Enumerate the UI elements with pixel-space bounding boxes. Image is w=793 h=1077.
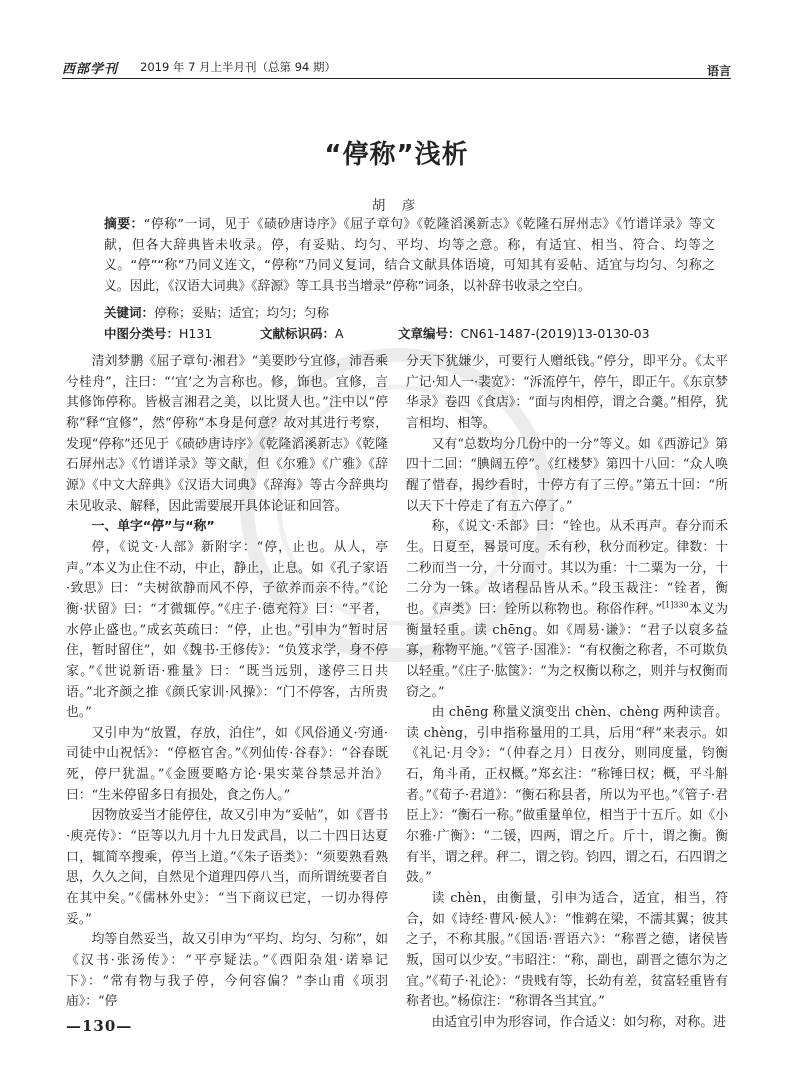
page-number: —130— xyxy=(66,1017,133,1035)
abstract-label: 摘要： xyxy=(104,217,144,232)
abstract xyxy=(104,215,715,297)
body-column-right xyxy=(406,352,728,1034)
body-paragraph: 由 chēng 称量义演变出 chèn、chèng 两种读音。读 chèng，引申指称量用的工具，后用“秤”来表示。如《礼记·月令》：“（仲春之月）日夜分，则同度量，钧衡石，角斗甬，正权概。”郑玄注：“称锤曰权；概，平斗斛者。”《荀子·君道》：“衡石称县者，所以为平也。”《管子·君臣上》：“衡石一称。”做重量单位，相当于十五斤。如《小尔雅·广衡》：“二锾，四两，谓之斤。斤十，谓之衡。衡有半，谓之秤。秤二，谓之钧。钧四，谓之石，石四谓之鼓。” xyxy=(406,705,728,886)
section-heading: 一、单字“停”与“称” xyxy=(91,519,215,535)
body-paragraph: 分天下犹嫌少，可要行人赠纸钱。”停分，即平分。《太平广记·知人一·裴宽》：“泝流停午，停午，即正午。《东京梦华录》卷四《食店》：“面与肉相停，谓之合羹。”相停，犹言相均、相等。 xyxy=(406,354,728,431)
article-title: “停称”浅析 xyxy=(324,140,469,170)
document-code: 文献标识码：A xyxy=(260,326,344,341)
body-paragraph: 又有“总数均分几份中的一分”等义。如《西游记》第四十二回：“腆阔五停”。《红楼梦》第四十八回：“众人唤醒了惜春，揭纱看时，十停方有了三停。”第五十回：“所以天下十停走了有五六停了。” xyxy=(406,436,728,514)
clc-number: 中图分类号：H131 xyxy=(104,326,213,341)
body-paragraph: 停，《说文·人部》新附字：“停，止也。从人，亭声。”本义为止住不动，中止，静止，止息。如《孔子家语·致思》曰：“夫树欲静而风不停，子欲养而亲不待。”《论衡·状留》曰：“才微辄停。”《庄子·德充符》曰：“平者，水停止盛也。”成玄英疏曰：“停，止也。”引申为“暂时居住，暂时留住”，如《魏书·王修传》：“负笈求学，身不停家。”《世说新语·雅量》曰：“既当远别，遂停三日共语。”北齐颜之推《颜氏家训·风操》：“门不停客，古所贵也。” xyxy=(66,539,388,721)
body-paragraph: 因物放妥当才能停住，故又引申为“妥帖”，如《晋书·庾亮传》：“臣等以九月十九日发武昌，以二十四日达夏口，辄简卒搜乘，停当上道。”《朱子语类》：“须要熟看熟思，久久之间，自然见个道理四停八当，而所谓统要者自在其中矣。”《儒林外史》：“当下商议已定，一切办得停妥。” xyxy=(66,808,388,927)
header-rule xyxy=(62,78,731,79)
section-tag: 语言 xyxy=(706,64,731,78)
keywords-text: 停称；妥贴；适宜；均匀；匀称 xyxy=(154,305,330,320)
body-paragraph: 读 chèn，由衡量，引申为适合，适宜，相当，符合，如《诗经·曹风·候人》：“惟鹈在梁，不濡其翼；彼其之子，不称其服。”《国语·晋语六》：“称晋之德，诸侯皆叛，国可以少安。”韦昭注：“称，副也，副晋之德尔为之宜。”《荀子·礼论》：“贵贱有等，长幼有差，贫富轻重皆有称者也。”杨倞注：“称谓各当其宜。” xyxy=(406,891,728,1010)
body-paragraph: 称，《说文·禾部》曰：“铨也。从禾再声。春分而禾生。日夏至，晷景可度。禾有秒，秋分而秒定。律数：十二秒而当一分，十分而寸。其以为重：十二粟为一分，十二分为一铢。故诸程品皆从禾。”段玉裁注：“铨者，衡也。《声类》曰：铨所以称物也。称俗作秤。”$^{[1]330}$本义为衡量轻重。读 chēng。如《周易·谦》：“君子以裒多益寡，称物平施。”《管子·国准》：“有权衡之称者，不可欺负以轻重。”《庄子·肱箧》：“为之权衡以称之，则并与权衡而窃之。” xyxy=(406,519,729,700)
running-header xyxy=(62,56,731,80)
article-author: 胡 彦 xyxy=(371,198,422,214)
journal-logo: 西部学刊 xyxy=(62,62,119,77)
body-paragraph: 清刘梦鹏《屈子章句·湘君》“美要眇兮宜修，沛吾乘兮桂舟”，注曰：“‘宜’之为言称也。修，饰也。宜修，言其修饰停称。皆极言湘君之美，以比贤人也。”注中以“停称”释“宜修”，然“停称”本身是何意？故对其进行考察，发现“停称”还见于《碛砂唐诗序》《乾隆滔溪新志》《乾隆石屏州志》《竹谱详录》等文献，但《尔雅》《广雅》《辞源》《中文大辞典》《汉语大词典》《辞海》等古今辞典均未见收录、解释，因此需要展开具体论证和回答。 xyxy=(66,354,388,514)
citation-superscript: [1]330 xyxy=(662,600,689,610)
body-paragraph: 又引申为“放置，存放，泊住”，如《风俗通义·穷通·司徒中山祝恬》：“停柩官舍。”《列仙传·谷春》：“谷春既死，停尸犹温。”《金匮要略方论·果实菜谷禁忌并治》曰：“生米停留多日有损处，食之伤人。” xyxy=(66,725,388,803)
keywords xyxy=(104,304,715,322)
body-column-left xyxy=(66,352,388,1013)
abstract-text: “停称”一词，见于《碛砂唐诗序》《屈子章句》《乾隆滔溪新志》《乾隆石屏州志》《竹谱详录》等文献，但各大辞典皆未收录。停，有妥贴、均匀、平均、均等之意。称，有适宜、相当、符合、均等之义。“停”“称”乃同义连文，“停称”乃同义复词，结合文献具体语境，可知其有妥帖、适宜与均匀、匀称之义。因此，《汉语大词典》《辞源》等工具书当增录“停称”词条，以补辞书收录之空白。 xyxy=(104,217,715,294)
journal-issue: 2019 年 7 月上半月刊（总第 94 期） xyxy=(140,60,336,74)
body-paragraph: 由适宜引申为形容词，作合适义：如匀称，对称。进 xyxy=(431,1015,726,1030)
keywords-label: 关键词： xyxy=(104,305,155,320)
article-number: 文章编号：CN61-1487-(2019)13-0130-03 xyxy=(398,326,650,341)
body-paragraph: 均等自然妥当，故又引申为“平均、均匀、匀称”，如《汉书·张汤传》：“平亭疑法。”《西阳杂俎·诺皋记下》：“常有物与我子停，今何容偏？”李山甫《项羽庙》：“停 xyxy=(66,932,388,1010)
